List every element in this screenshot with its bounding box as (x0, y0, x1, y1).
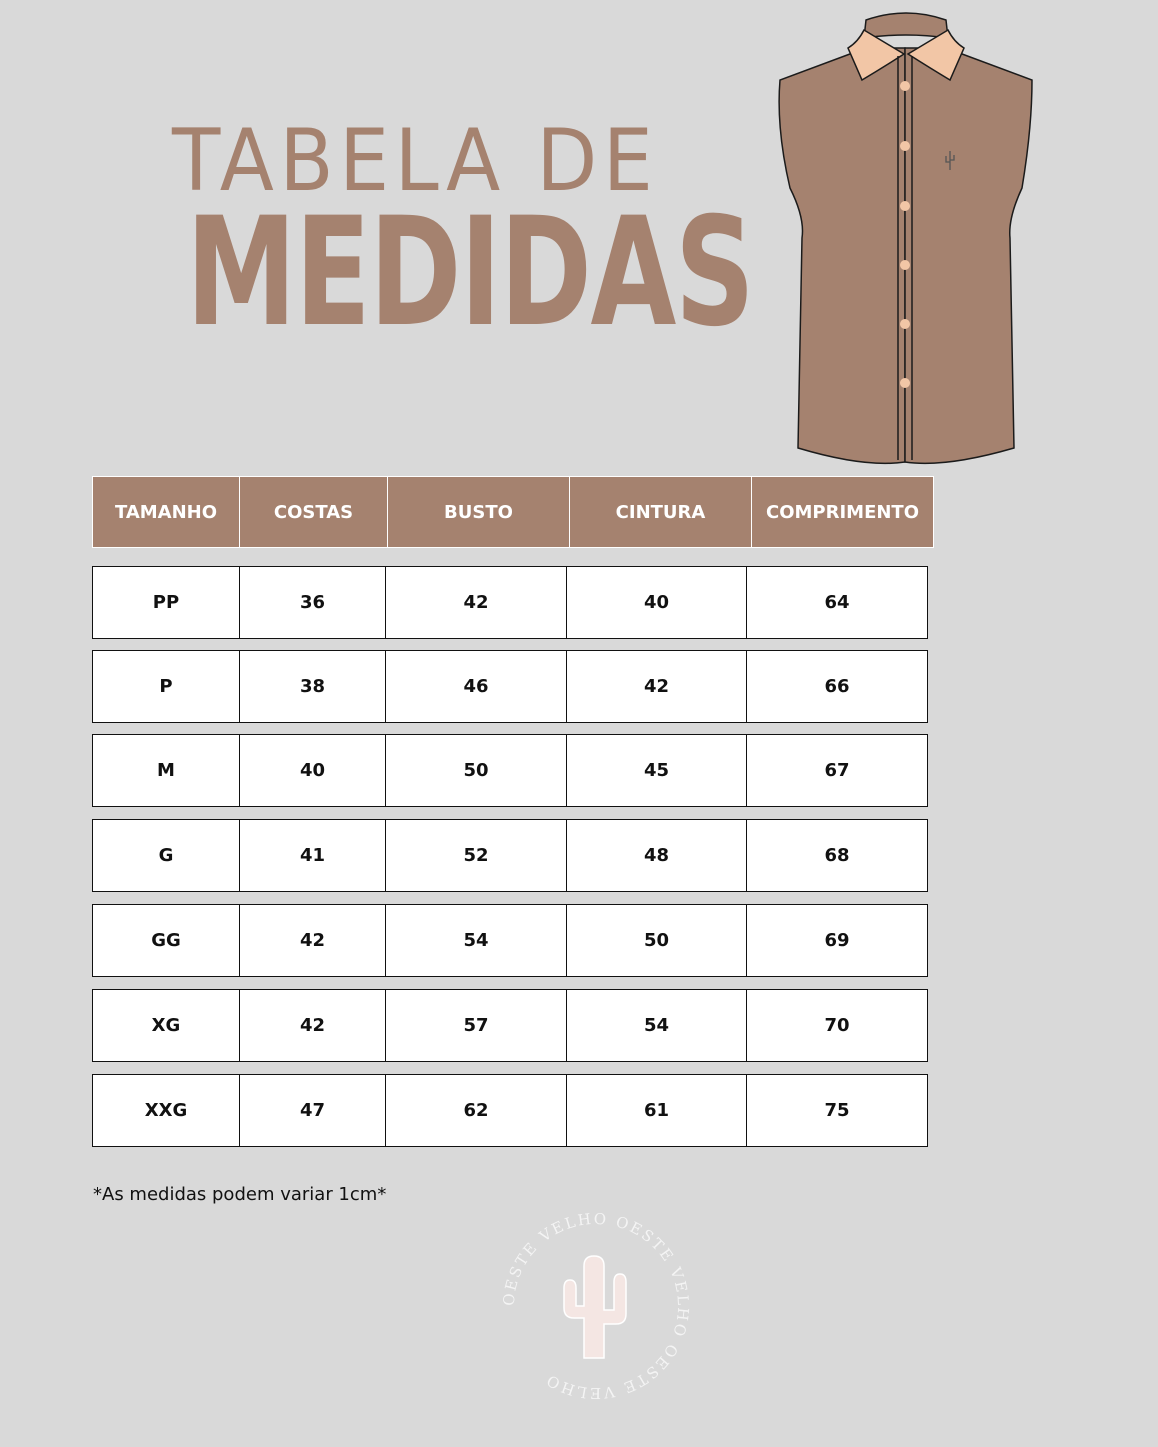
size-cell: GG (92, 904, 240, 977)
header-costas: COSTAS (240, 476, 388, 548)
costas-cell: 36 (239, 566, 387, 639)
comprimento-cell: 66 (746, 650, 928, 723)
comprimento-cell: 75 (746, 1074, 928, 1147)
size-cell: PP (92, 566, 240, 639)
costas-cell: 42 (239, 904, 387, 977)
table-row (92, 566, 928, 639)
size-cell: XXG (92, 1074, 240, 1147)
header-comprimento: COMPRIMENTO (752, 476, 934, 548)
table-row (92, 904, 928, 977)
table-header (92, 476, 934, 548)
comprimento-cell: 67 (746, 734, 928, 807)
cintura-cell: 42 (566, 650, 748, 723)
costas-cell: 40 (239, 734, 387, 807)
cintura-cell: 40 (566, 566, 748, 639)
size-cell: XG (92, 989, 240, 1062)
brand-seal (496, 1206, 696, 1406)
title-line-2: MEDIDAS (186, 186, 754, 360)
busto-cell: 57 (385, 989, 567, 1062)
size-cell: M (92, 734, 240, 807)
busto-cell: 46 (385, 650, 567, 723)
cintura-cell: 48 (566, 819, 748, 892)
costas-cell: 41 (239, 819, 387, 892)
table-row (92, 734, 928, 807)
busto-cell: 50 (385, 734, 567, 807)
costas-cell: 47 (239, 1074, 387, 1147)
cintura-cell: 61 (566, 1074, 748, 1147)
costas-cell: 42 (239, 989, 387, 1062)
table-row (92, 1074, 928, 1147)
header-cintura: CINTURA (570, 476, 752, 548)
cintura-cell: 45 (566, 734, 748, 807)
cintura-cell: 54 (566, 989, 748, 1062)
comprimento-cell: 64 (746, 566, 928, 639)
measurement-note: *As medidas podem variar 1cm* (93, 1184, 387, 1205)
cactus-icon (564, 1256, 626, 1358)
table-row (92, 650, 928, 723)
comprimento-cell: 69 (746, 904, 928, 977)
title-line-1: TABELA DE (172, 111, 659, 211)
table-row (92, 819, 928, 892)
size-cell: G (92, 819, 240, 892)
table-row (92, 989, 928, 1062)
cintura-cell: 50 (566, 904, 748, 977)
comprimento-cell: 70 (746, 989, 928, 1062)
busto-cell: 52 (385, 819, 567, 892)
busto-cell: 62 (385, 1074, 567, 1147)
shirt-icon (770, 8, 1042, 468)
seal-ring-text: OESTE VELHO OESTE VELHO OESTE VELHO (499, 1209, 693, 1403)
comprimento-cell: 68 (746, 819, 928, 892)
size-cell: P (92, 650, 240, 723)
busto-cell: 42 (385, 566, 567, 639)
costas-cell: 38 (239, 650, 387, 723)
header-busto: BUSTO (388, 476, 570, 548)
header-tamanho: TAMANHO (92, 476, 240, 548)
busto-cell: 54 (385, 904, 567, 977)
